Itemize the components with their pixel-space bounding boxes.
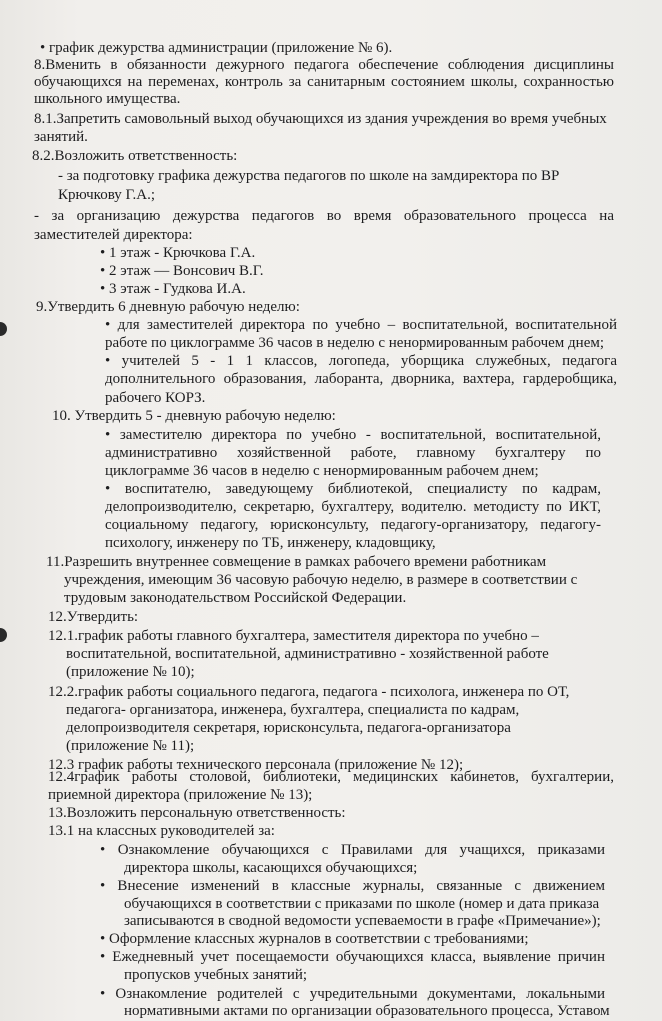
punch-hole-mark xyxy=(0,322,7,336)
text-line: административно хозяйственной работе, главному бухгалтеру по xyxy=(105,445,601,461)
text-line: социальному педагогу, юрисконсульту, педагогу-организатору, педагогу- xyxy=(105,517,601,533)
text-line: школьного имущества. xyxy=(34,91,181,107)
text-line: • для заместителей директора по учебно – воспитательной, воспитательной xyxy=(105,317,617,333)
text-line: • 1 этаж - Крючкова Г.А. xyxy=(100,245,256,261)
text-line: 8.Вменить в обязанности дежурного педагога обеспечение соблюдения дисциплины xyxy=(34,57,614,73)
text-line: 8.1.Запретить самовольный выход обучающихся из здания учреждения во время учебных xyxy=(34,111,607,127)
text-line: 13.Возложить персональную ответственность: xyxy=(48,805,346,821)
text-line: психологу, инженеру по ТБ, инженеру, кладовщику, xyxy=(105,535,436,551)
text-line: учреждения, имеющим 36 часовую рабочую неделю, в размере в соответствии с xyxy=(64,572,578,588)
text-line: • Оформление классных журналов в соответствии с требованиями; xyxy=(100,931,529,947)
text-line: трудовым законодательством Российской Федерации. xyxy=(64,590,407,606)
text-line: • Ознакомление обучающихся с Правилами для учащихся, приказами xyxy=(100,842,605,858)
text-line: рабочего КОРЗ. xyxy=(105,390,206,406)
text-line: делопроизводителю, секретарю, бухгалтеру, водителю. методисту по ИКТ, xyxy=(105,499,601,515)
text-line: (приложение № 11); xyxy=(66,738,195,754)
text-line: • Ежедневный учет посещаемости обучающихся класса, выявление причин xyxy=(100,949,605,965)
text-line: 12.1.график работы главного бухгалтера, заместителя директора по учебно – xyxy=(48,628,539,644)
text-line: педагога- организатора, инженера, бухгалтера, специалиста по кадрам, xyxy=(66,702,520,718)
text-line: Крючкову Г.А.; xyxy=(58,187,156,203)
text-line: 13.1 на классных руководителей за: xyxy=(48,823,275,839)
text-line: - за организацию дежурства педагогов во время образовательного процесса на xyxy=(34,208,614,224)
text-line: циклограмме 36 часов в неделю с ненормированным рабочем днем; xyxy=(105,463,539,479)
text-line: • график дежурства администрации (приложение № 6). xyxy=(40,40,393,56)
text-line: • Ознакомление родителей с учредительными документами, локальными xyxy=(100,986,605,1002)
text-line: 12.Утвердить: xyxy=(48,609,139,625)
text-line: 8.2.Возложить ответственность: xyxy=(32,148,238,164)
text-line: дополнительного образования, лаборанта, дворника, вахтера, гардеробщика, xyxy=(105,371,617,387)
text-line: 12.3 график работы технического персонала (приложение № 12); xyxy=(48,757,464,773)
text-line: • заместителю директора по учебно - воспитательной, воспитательной, xyxy=(105,427,601,443)
punch-hole-mark xyxy=(0,628,7,642)
text-line: директора школы, касающихся обучающихся; xyxy=(124,860,418,876)
text-line: (приложение № 10); xyxy=(66,664,195,680)
text-line: заместителей директора: xyxy=(34,227,193,243)
text-line: 12.4график работы столовой, библиотеки, медицинских кабинетов, бухгалтерии, xyxy=(48,769,614,785)
text-line: • 2 этаж — Вонсович В.Г. xyxy=(100,263,264,279)
text-line: • Внесение изменений в классные журналы, связанные с движением xyxy=(100,878,605,894)
text-line: 12.2.график работы социального педагога, педагога - психолога, инженера по ОТ, xyxy=(48,684,570,700)
text-line: занятий. xyxy=(34,129,88,145)
text-line: пропусков учебных занятий; xyxy=(124,967,308,983)
text-line: • учителей 5 - 1 1 классов, логопеда, уборщика служебных, педагога xyxy=(105,353,617,369)
text-line: • 3 этаж - Гудкова И.А. xyxy=(100,281,246,297)
text-line: обучающихся в соответствии с приказами по школе (номер и дата приказа xyxy=(124,896,600,912)
text-line: воспитательной, воспитательной, административно - хозяйственной работе xyxy=(66,646,549,662)
text-line: работе по циклограмме 36 часов в неделю с ненормированным рабочем днем; xyxy=(105,335,605,351)
text-line: 11.Разрешить внутреннее совмещение в рамках рабочего времени работникам xyxy=(46,554,547,570)
text-line: 10. Утвердить 5 - дневную рабочую неделю: xyxy=(52,408,336,424)
text-line: • воспитателю, заведующему библиотекой, специалисту по кадрам, xyxy=(105,481,601,497)
text-line: 9.Утвердить 6 дневную рабочую неделю: xyxy=(36,299,300,315)
text-line: приемной директора (приложение № 13); xyxy=(48,787,313,803)
text-line: нормативными актами по организации образовательного процесса, Уставом xyxy=(124,1003,610,1019)
text-line: - за подготовку графика дежурства педагогов по школе на замдиректора по ВР xyxy=(58,168,560,184)
text-line: делопроизводителя секретаря, юрисконсульта, педагога-организатора xyxy=(66,720,511,736)
text-line: записываются в сводной ведомости успеваемости в графе «Примечание»); xyxy=(124,913,601,929)
text-line: обучающихся на переменах, контроль за санитарным состоянием школы, сохранностью xyxy=(34,74,614,90)
